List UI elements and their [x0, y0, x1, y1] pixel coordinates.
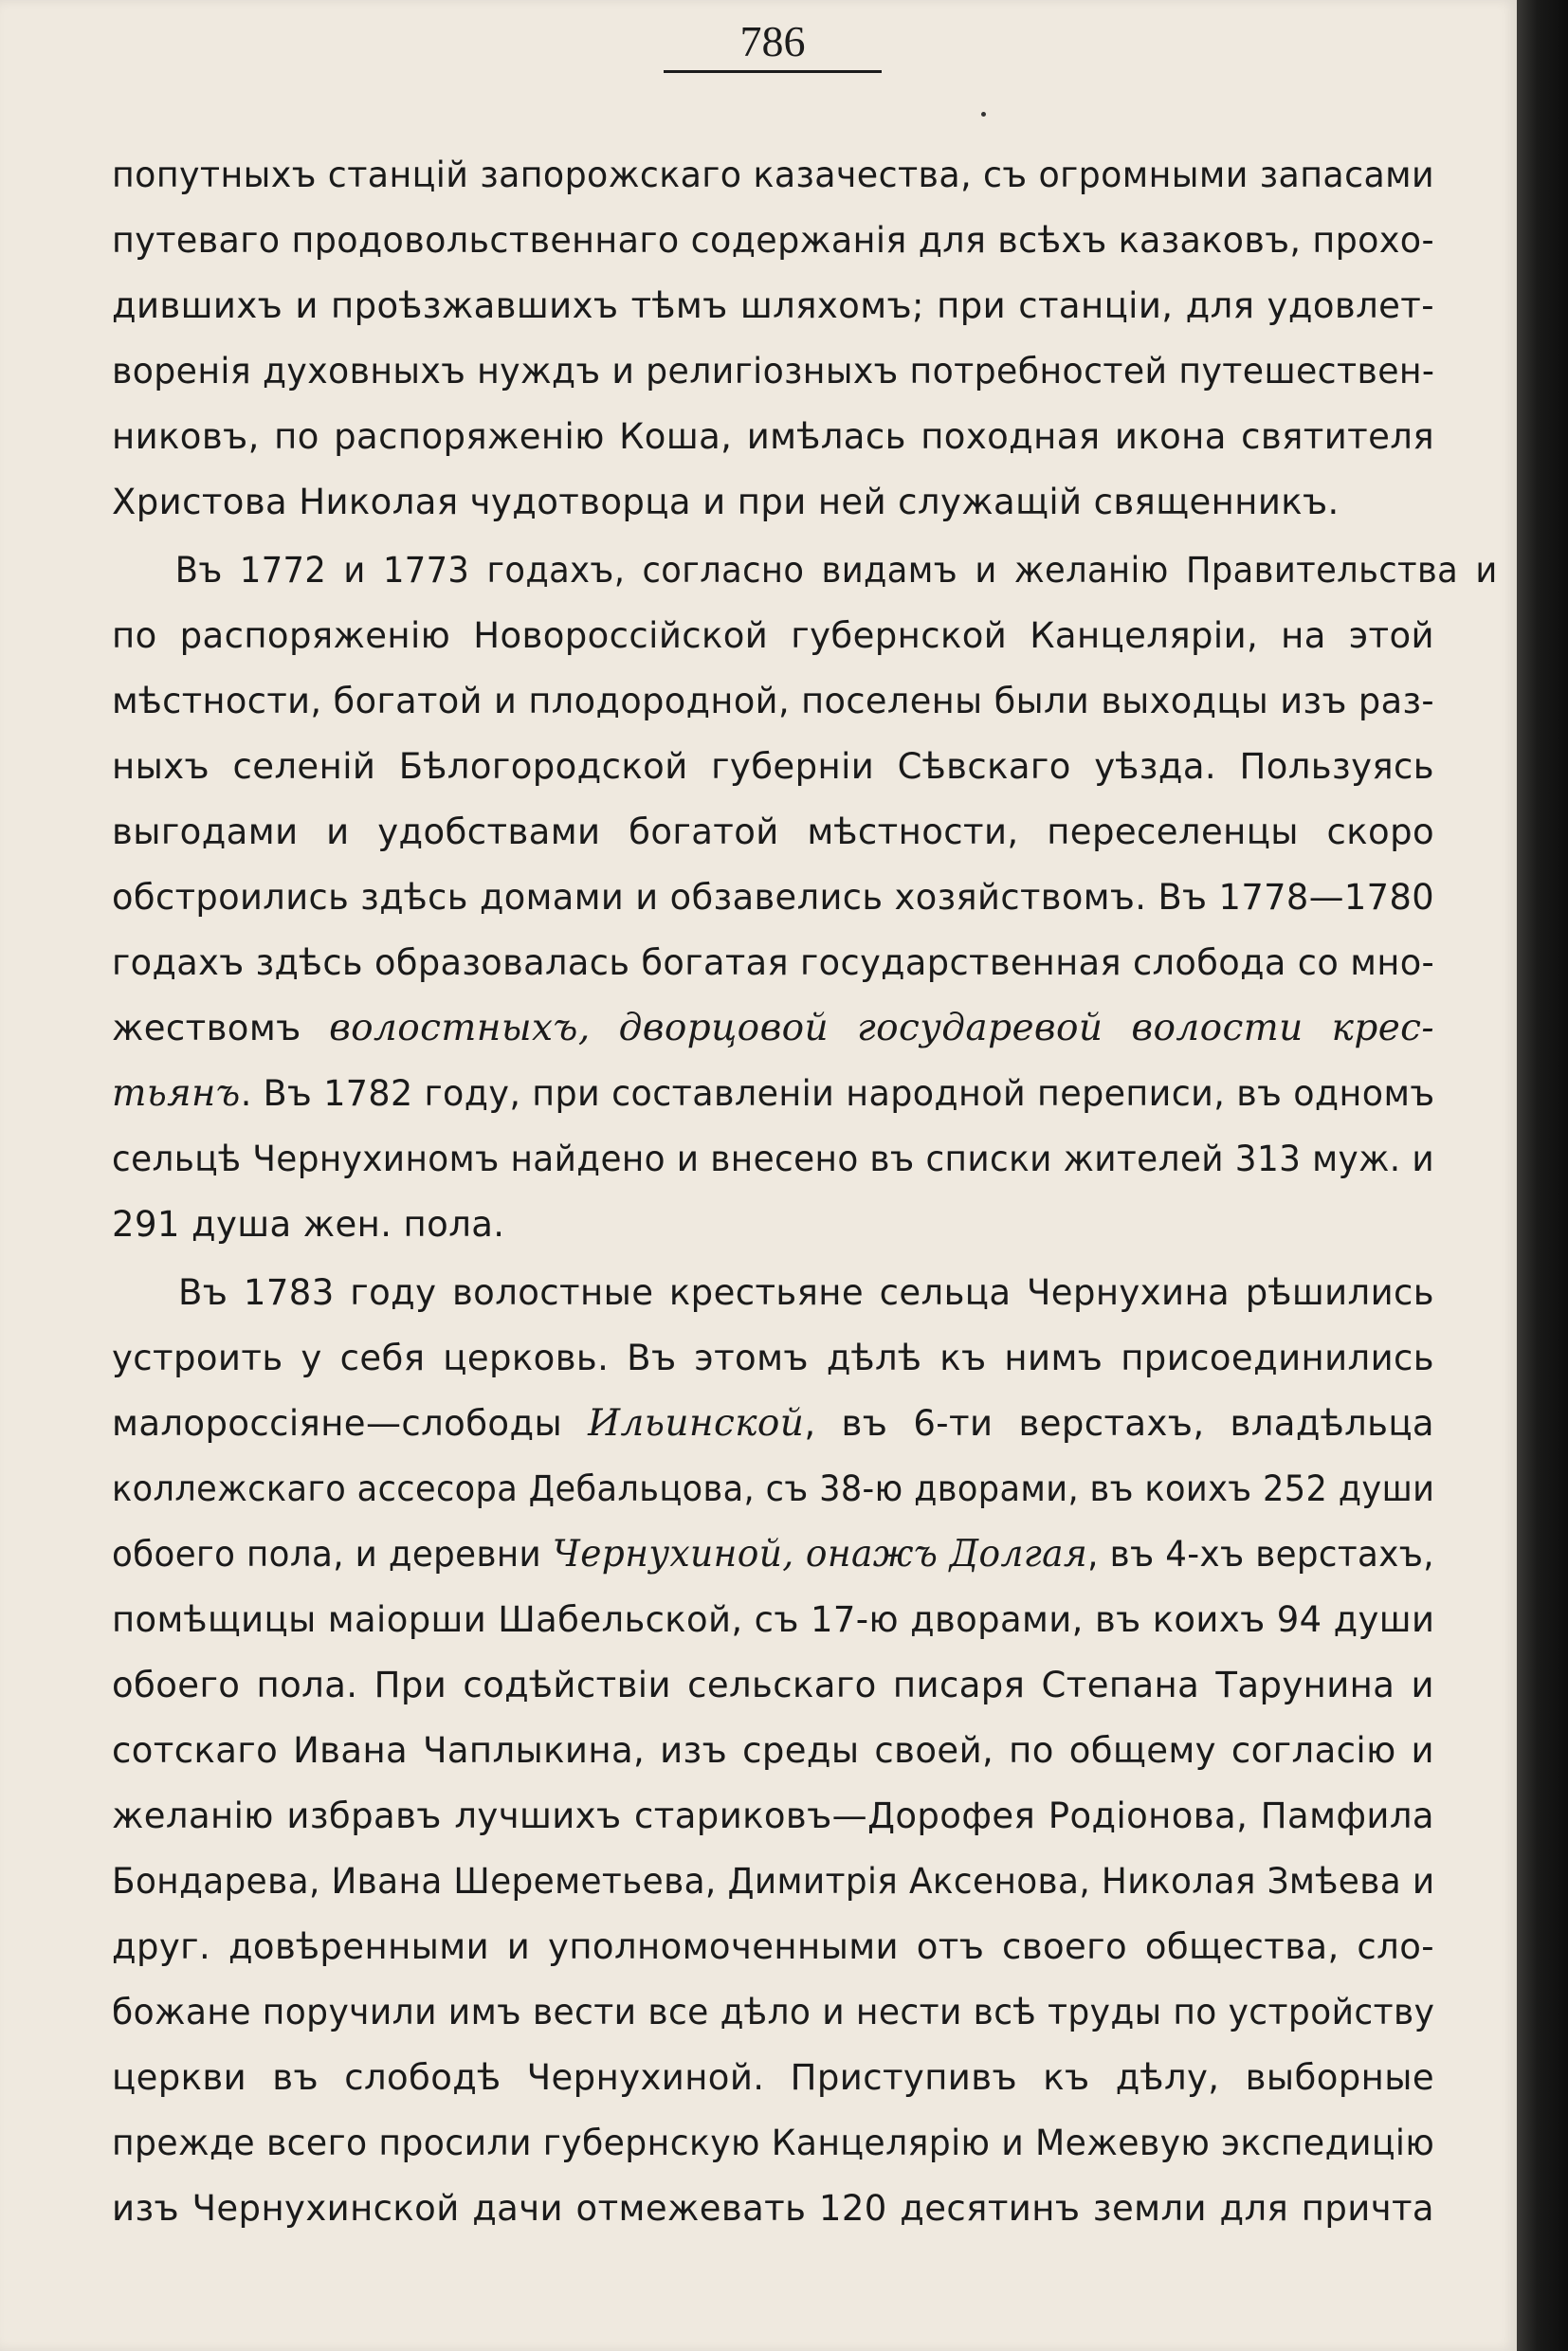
body-text: [112, 142, 1498, 2241]
text-line: [112, 603, 1434, 668]
text-line: [112, 1914, 1434, 1979]
text-line: [112, 404, 1434, 469]
italic-text-run: Ильинской: [588, 1402, 805, 1445]
text-line: [112, 1192, 1434, 1257]
text-run: обстроились здѣсь домами и обзавелись хозяйствомъ. Въ 1778—1780: [112, 877, 1435, 918]
text-run: изъ Чернухинской дачи отмежевать 120 десятинъ земли для причта: [112, 2188, 1434, 2229]
text-line: [112, 1718, 1434, 1783]
page-edge-shadow: [1517, 0, 1568, 2351]
text-line: [112, 2110, 1434, 2176]
text-line: [112, 1979, 1434, 2045]
text-run: путеваго продовольственнаго содержанія для всѣхъ казаковъ, прохо-: [112, 220, 1435, 261]
text-run: коллежскаго ассесора Дебальцова, съ 38-ю дворами, въ коихъ 252 души: [112, 1468, 1435, 1509]
text-run: , въ 4-хъ верстахъ,: [1087, 1534, 1434, 1575]
italic-text-run: волостныхъ, дворцовой государевой волости крес-: [329, 1007, 1434, 1049]
text-run: Бондарева, Ивана Шереметьева, Димитрія Аксенова, Николая Змѣева и: [112, 1861, 1435, 1902]
text-run: помѣщицы маіорши Шабельской, съ 17-ю дворами, въ коихъ 94 души: [112, 1599, 1435, 1640]
text-line: [112, 1260, 1434, 1325]
italic-text-run: Чернухиной, онажъ Долгая: [552, 1533, 1088, 1576]
text-line: [112, 865, 1434, 930]
text-run: божане поручили имъ вести все дѣло и нести всѣ труды по устройству: [112, 1992, 1435, 2032]
text-line: [112, 1587, 1434, 1652]
text-run: попутныхъ станцій запорожскаго казачества, съ огромными запасами: [112, 155, 1435, 195]
text-run: 291 душа жен. пола.: [112, 1204, 505, 1245]
text-run: устроить у себя церковь. Въ этомъ дѣлѣ къ нимъ присоединились: [112, 1338, 1434, 1378]
text-run: дившихъ и проѣзжавшихъ тѣмъ шляхомъ; при станціи, для удовлет-: [112, 285, 1434, 326]
text-line: [112, 995, 1434, 1061]
text-line: [112, 734, 1434, 799]
text-line: [112, 2176, 1434, 2241]
text-line: [112, 1783, 1434, 1849]
text-run: Христова Николая чудотворца и при ней служащій священникъ.: [112, 482, 1340, 522]
paragraph: [112, 1260, 1434, 2241]
text-line: [112, 273, 1434, 338]
page-number-rule: [664, 70, 882, 73]
text-run: малороссіяне—слободы: [112, 1403, 589, 1444]
text-run: жествомъ: [112, 1008, 330, 1048]
text-line: [112, 1325, 1434, 1391]
text-run: воренія духовныхъ нуждъ и религіозныхъ потребностей путешествен-: [112, 351, 1435, 392]
paragraph: [112, 142, 1434, 535]
text-run: церкви въ слободѣ Чернухиной. Приступивъ къ дѣлу, выборные: [112, 2057, 1434, 2098]
text-run: друг. довѣренными и уполномоченными отъ своего общества, сло-: [112, 1926, 1434, 1967]
text-line: [112, 2045, 1434, 2110]
text-run: никовъ, по распоряженію Коша, имѣлась походная икона святителя: [112, 416, 1434, 457]
text-run: выгодами и удобствами богатой мѣстности, переселенцы скоро: [112, 811, 1434, 852]
text-run: ныхъ селеній Бѣлогородской губерніи Сѣвскаго уѣзда. Пользуясь: [112, 746, 1434, 787]
text-run: Въ 1783 году волостные крестьяне сельца Чернухина рѣшились: [178, 1272, 1434, 1313]
text-run: желанію избравъ лучшихъ стариковъ—Дорофея Родіонова, Памфила: [112, 1795, 1434, 1836]
text-line: [112, 208, 1434, 273]
italic-text-run: тьянъ: [112, 1072, 241, 1115]
text-run: сотскаго Ивана Чаплыкина, изъ среды своей, по общему согласію и: [112, 1730, 1434, 1771]
text-run: , въ 6-ти верстахъ, владѣльца: [804, 1403, 1435, 1444]
text-line: [112, 1061, 1434, 1126]
text-run: годахъ здѣсь образовалась богатая государственная слобода со мно-: [112, 942, 1435, 983]
paragraph: [112, 538, 1498, 1257]
text-line: [112, 1391, 1434, 1456]
text-line: [112, 538, 1498, 603]
print-speck: [981, 112, 986, 117]
text-line: [112, 469, 1434, 535]
text-run: сельцѣ Чернухиномъ найдено и внесено въ списки жителей 313 муж. и: [112, 1139, 1435, 1179]
text-line: [112, 799, 1434, 865]
text-run: обоего пола. При содѣйствіи сельскаго писаря Степана Тарунина и: [112, 1665, 1434, 1705]
text-line: [112, 1522, 1434, 1587]
text-line: [112, 1652, 1434, 1718]
text-line: [112, 1849, 1434, 1914]
text-line: [112, 1126, 1434, 1192]
text-run: . Въ 1782 году, при составленіи народной переписи, въ одномъ: [240, 1073, 1435, 1114]
text-run: мѣстности, богатой и плодородной, поселены были выходцы изъ раз-: [112, 681, 1435, 721]
text-run: Въ 1772 и 1773 годахъ, согласно видамъ и желанію Правительства и: [174, 550, 1498, 591]
text-run: прежде всего просили губернскую Канцелярію и Межевую экспедицію: [112, 2123, 1435, 2163]
text-line: [112, 142, 1434, 208]
text-line: [112, 668, 1434, 734]
page-number: 786: [739, 17, 806, 65]
text-line: [112, 1456, 1434, 1522]
text-line: [112, 930, 1434, 995]
text-run: обоего пола, и деревни: [112, 1534, 553, 1575]
text-run: по распоряженію Новороссійской губернской Канцеляріи, на этой: [112, 615, 1434, 656]
text-line: [112, 338, 1434, 404]
